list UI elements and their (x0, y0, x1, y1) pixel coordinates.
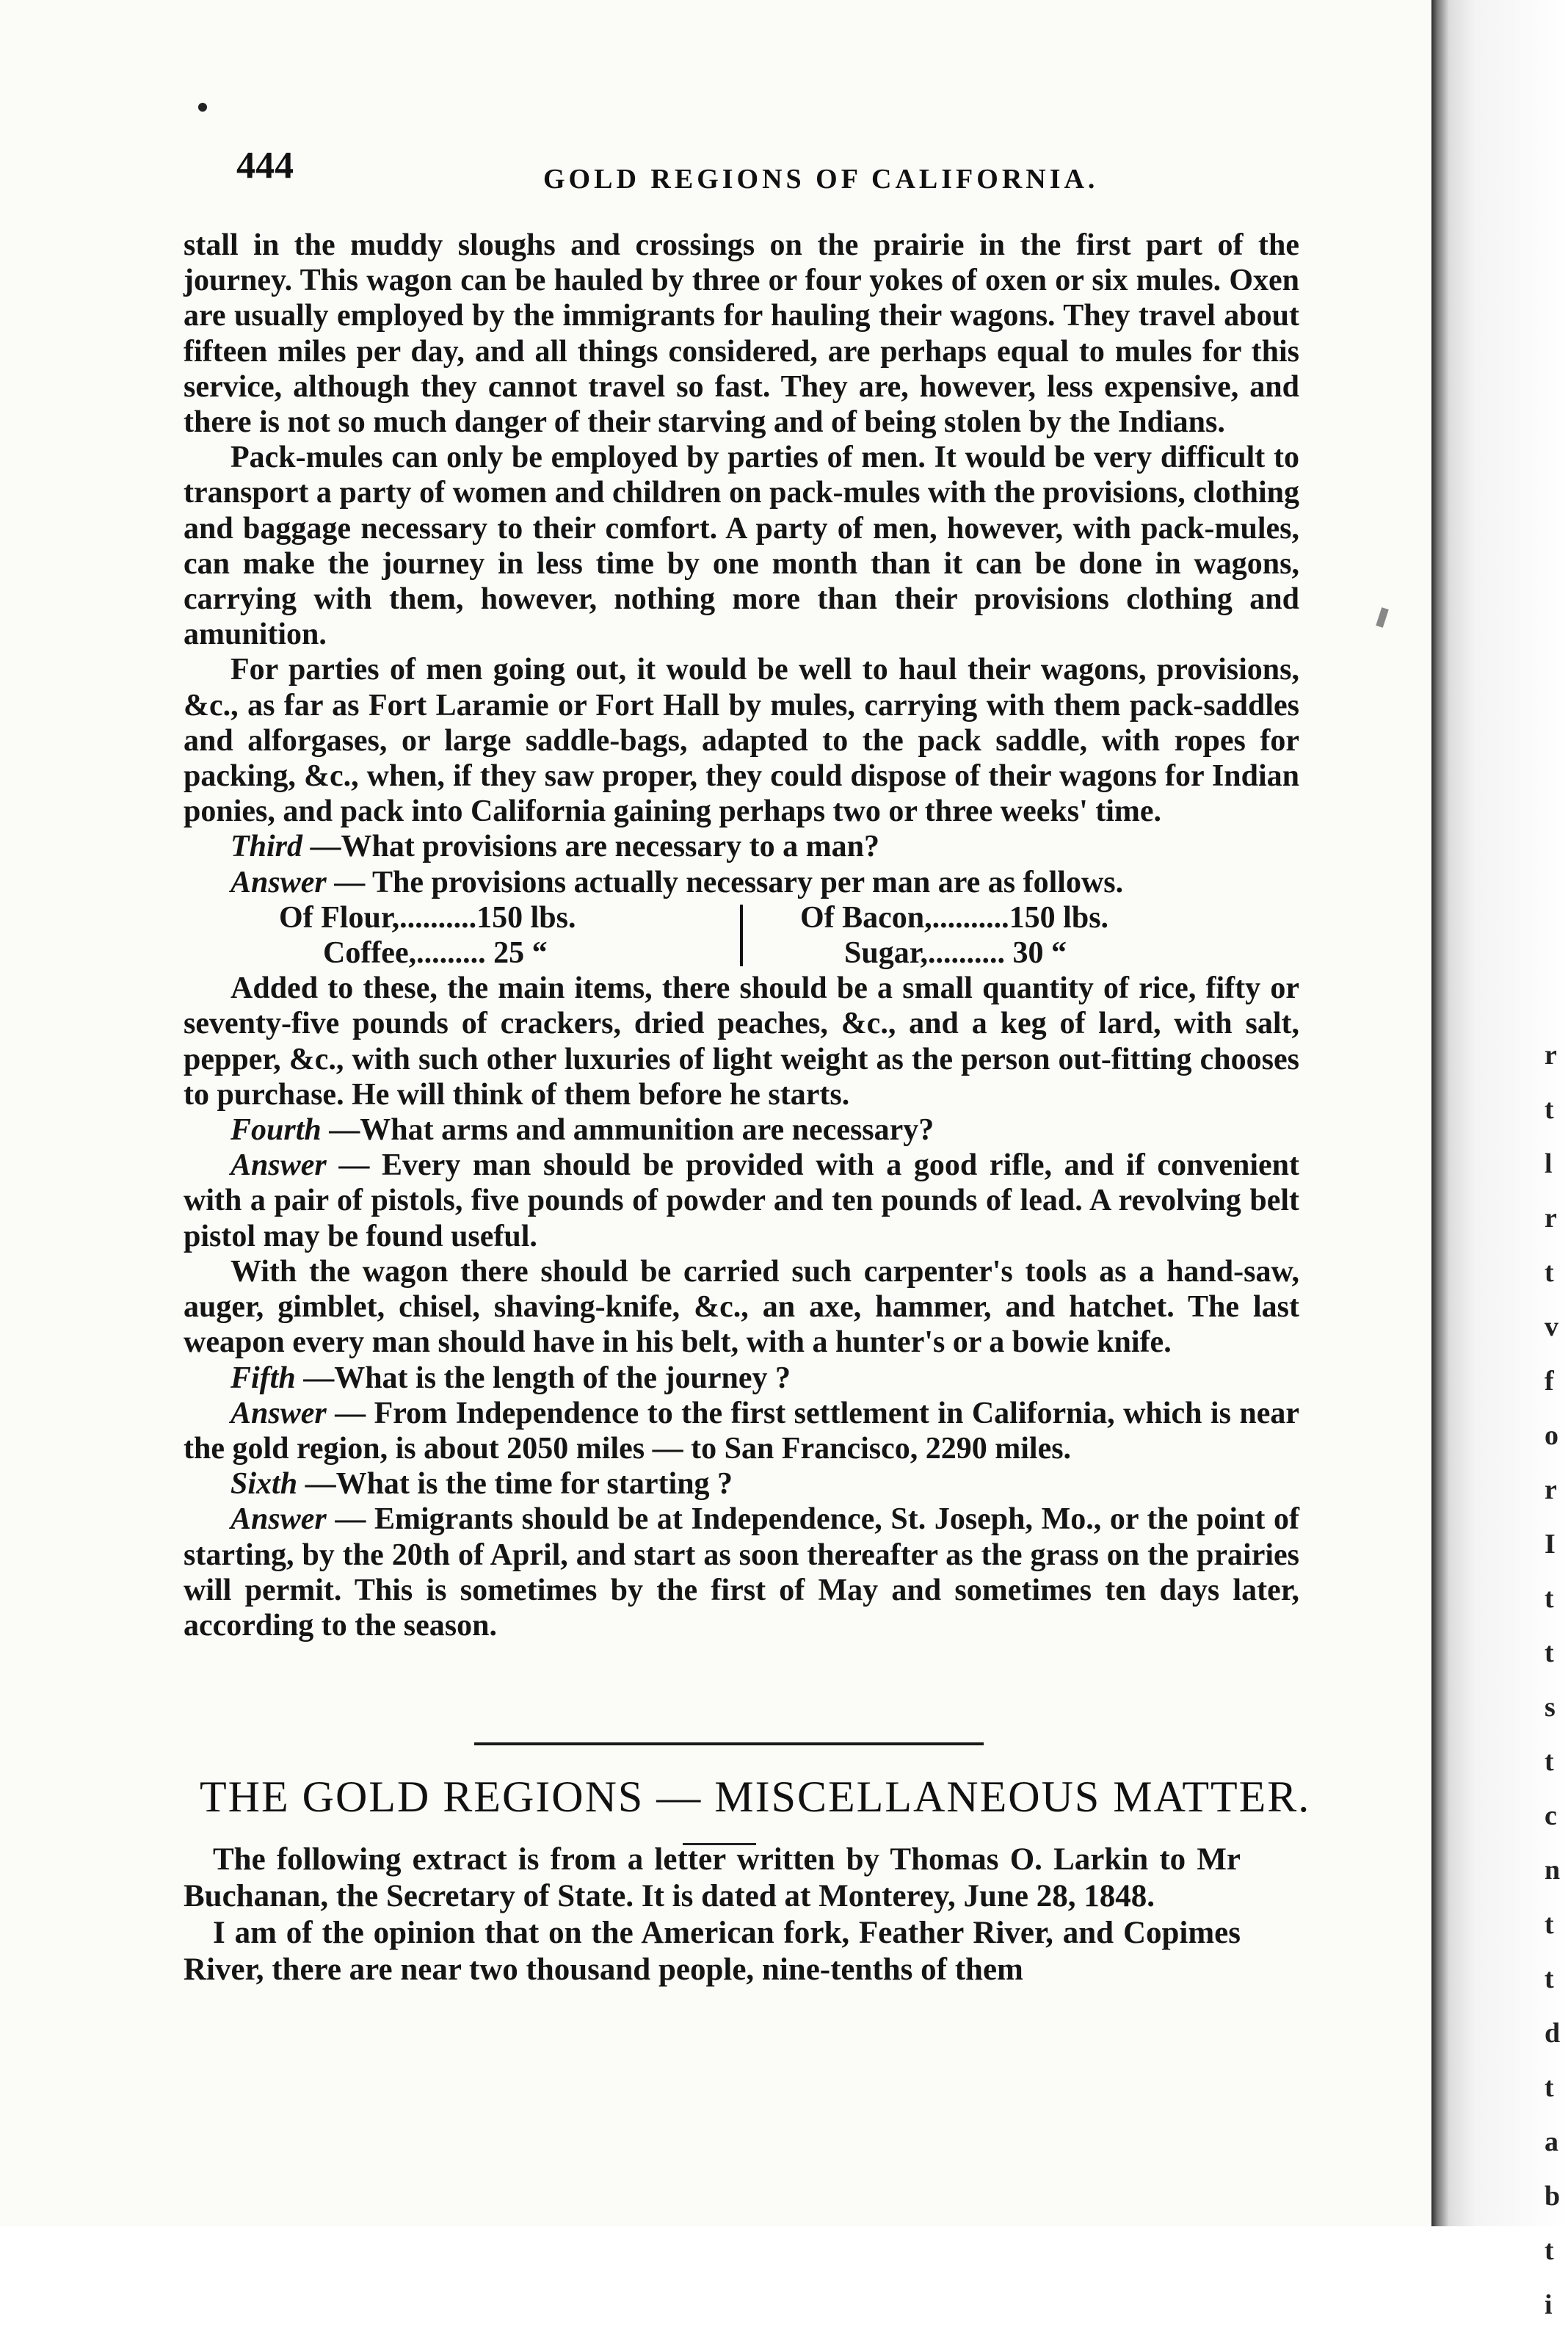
question-text: —What is the length of the journey ? (295, 1361, 791, 1395)
question-text: —What is the time for starting ? (297, 1467, 733, 1502)
answer-sixth (184, 1502, 1299, 1643)
adjacent-page-letter: t (1545, 1583, 1554, 1614)
section-divider (474, 1742, 984, 1745)
adjacent-page-letter: r (1545, 1040, 1557, 1071)
provision-flour: Of Flour,..........150 lbs. (279, 900, 576, 935)
paragraph-extract: The following extract is from a letter written by Thomas O. Larkin to Mr Buchanan, the Secretary of State. It is dated at Monterey, June 28, 1848. (184, 1842, 1241, 1913)
answer-fourth (184, 1148, 1299, 1254)
adjacent-page-letter: s (1545, 1692, 1556, 1723)
answer-text: — Every man should be provided with a good rifle, and if convenient with a pair of pistols, five pounds of powder and ten pounds of lead. A revolving belt pistol may be found useful. (184, 1148, 1299, 1253)
adjacent-page-letter: o (1545, 1420, 1558, 1451)
paragraph-parties: For parties of men going out, it would be well to haul their wagons, provisions, &c., as far as Fort Laramie or Fort Hall by mules, carrying with them pack-saddles and alforgases, or large saddle-bags, adapted to the pack saddle, with ropes for packing, &c., when, if they saw proper, they could dispose of their wagons for Indian ponies, and pack into California gaining perhaps two or three weeks' time. (184, 653, 1299, 829)
provisions-table (184, 900, 1299, 971)
question-sixth (184, 1466, 1299, 1502)
answer-text: — Emigrants should be at Independence, St. Joseph, Mo., or the point of starting, by the 20th of April, and start as soon thereafter as the grass on the prairies will permit. This is sometimes by the first of May and sometimes ten days later, according to the season. (184, 1502, 1299, 1643)
page-number: 444 (236, 145, 294, 187)
adjacent-page-letter: t (1545, 1094, 1554, 1125)
adjacent-page-letter: I (1545, 1529, 1556, 1560)
answer-third (184, 865, 1299, 900)
adjacent-page-letter: l (1545, 1148, 1553, 1179)
ink-dot (198, 103, 207, 112)
adjacent-page-letter: t (1545, 1257, 1554, 1288)
question-fourth (184, 1112, 1299, 1148)
paragraph-tools: With the wagon there should be carried such carpenter's tools as a hand-saw, auger, gimblet, chisel, shaving-knife, &c., an axe, hammer, and hatchet. The last weapon every man should have in his belt, with a hunter's or a bowie knife. (184, 1254, 1299, 1360)
adjacent-page-letter: r (1545, 1203, 1557, 1234)
adjacent-page-letter: n (1545, 1855, 1561, 1886)
running-head: GOLD REGIONS OF CALIFORNIA. (543, 164, 1099, 195)
provision-sugar: Sugar,.......... 30 “ (844, 936, 1067, 971)
adjacent-page-letter: v (1545, 1311, 1558, 1342)
question-label: Sixth (231, 1467, 298, 1502)
paragraph-wagons: stall in the muddy sloughs and crossings on the prairie in the first part of the journey. This wagon can be hauled by three or four yokes of oxen or six mules. Oxen are usually employed by the immigrants for hauling their wagons. They travel about fifteen miles per day, and all things considered, are perhaps equal to mules for this service, although they cannot travel so fast. They are, however, less expensive, and there is not so much danger of their starving and of being stolen by the Indians. (184, 228, 1299, 440)
adjacent-page-letter: f (1545, 1366, 1554, 1397)
answer-text: — From Independence to the first settlement in California, which is near the gold region, is about 2050 miles — to San Francisco, 2290 miles. (184, 1396, 1299, 1466)
provision-coffee: Coffee,......... 25 “ (323, 936, 548, 971)
answer-label: Answer (231, 1396, 327, 1430)
paragraph-letter: I am of the opinion that on the American fork, Feather River, and Copimes River, there are near two thousand people, nine-tenths of them (184, 1916, 1241, 1987)
adjacent-page-letter: d (1545, 2018, 1561, 2049)
question-fifth (184, 1361, 1299, 1396)
main-text (184, 228, 1299, 1643)
provision-bacon: Of Bacon,..........150 lbs. (800, 900, 1109, 935)
answer-label: Answer (231, 865, 327, 899)
adjacent-page-letter: t (1545, 1746, 1554, 1777)
answer-text: — The provisions actually necessary per man are as follows. (326, 865, 1124, 899)
provisions-left (184, 900, 727, 971)
adjacent-page-edge (1545, 1028, 1568, 2332)
adjacent-page-letter: b (1545, 2181, 1561, 2212)
adjacent-page-letter: t (1545, 1963, 1554, 1994)
answer-label: Answer (231, 1148, 327, 1183)
question-text: —What arms and ammunition are necessary? (321, 1113, 934, 1148)
question-label: Fifth (231, 1361, 296, 1395)
adjacent-page-letter: i (1545, 2289, 1553, 2320)
question-label: Third (231, 830, 303, 864)
section-title: THE GOLD REGIONS — MISCELLANEOUS MATTER. (200, 1772, 1311, 1821)
answer-label: Answer (231, 1502, 327, 1537)
paragraph-pack-mules: Pack-mules can only be employed by parties of men. It would be very difficult to transport a party of women and children on pack-mules with the provisions, clothing and baggage necessary to their comfort. A party of men, however, with pack-mules, can make the journey in less time by one month than it can be done in wagons, carrying with them, however, nothing more than their provisions clothing and amunition. (184, 441, 1299, 652)
adjacent-page-letter: a (1545, 2126, 1558, 2157)
column-divider (740, 905, 743, 966)
answer-fifth (184, 1396, 1299, 1466)
adjacent-page-letter: t (1545, 1909, 1554, 1940)
adjacent-page-letter: t (1545, 2072, 1554, 2103)
section-text (184, 1842, 1241, 1988)
adjacent-page-letter: c (1545, 1800, 1557, 1831)
adjacent-page-letter: r (1545, 1474, 1557, 1505)
question-third (184, 829, 1299, 864)
question-label: Fourth (231, 1113, 322, 1148)
adjacent-page-letter: t (1545, 2235, 1554, 2266)
adjacent-page-letter: t (1545, 1637, 1554, 1668)
margin-mark (1376, 607, 1389, 628)
paragraph-added: Added to these, the main items, there should be a small quantity of rice, fifty or seventy-five pounds of crackers, dried peaches, &c., and a keg of lard, with salt, pepper, &c., with such other luxuries of light weight as the person out-fitting chooses to purchase. He will think of them before he starts. (184, 971, 1299, 1112)
question-text: —What provisions are necessary to a man? (302, 830, 879, 864)
provisions-right (756, 900, 1299, 971)
